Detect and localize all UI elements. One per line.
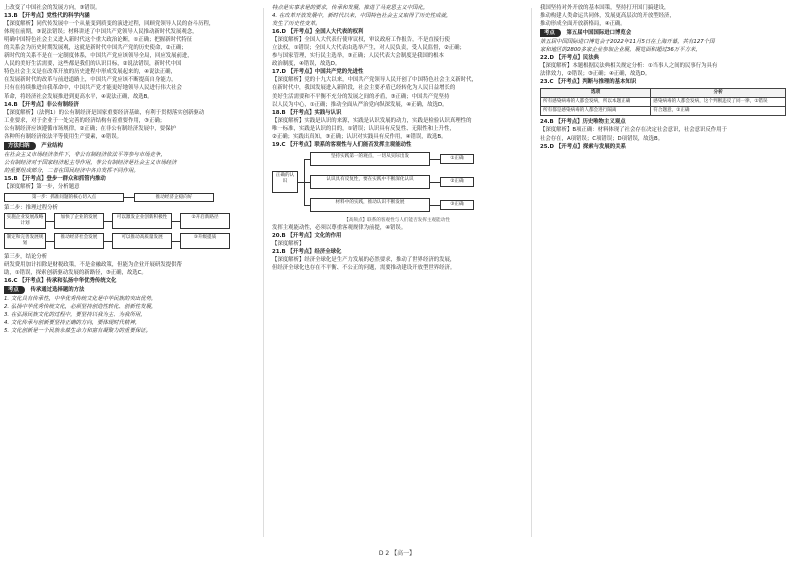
column-divider [531, 8, 532, 537]
text-line: 推动构建人类命运共同体，发展更高层次的开放型经济， [540, 13, 675, 20]
text-line: 3. 在弘扬民族文化的过程中，要坚持以我为主、为我所用， [4, 312, 146, 319]
arrow [430, 182, 440, 183]
grade-label: 【高一】 [391, 550, 416, 557]
text-line: 发生了历史性变革。 [272, 21, 321, 28]
text-line: 工业要求，对于企业于一处完善的经济结构有着重要作用，③正确； [4, 117, 166, 124]
flow-box: 实施企业发展战略计划 [4, 213, 46, 229]
text-line: 唯一标准，实践是认识的目的，①错误；认识具有反复性、无限性和上升性， [272, 125, 455, 132]
text-line: 发挥主观能动性，必须以尊重客观规律为前提，④错误。 [272, 224, 407, 231]
figure-branch-box: 材料中的实践，推动认识不断发展 [310, 198, 430, 212]
text-line: 在社会主义市场经济条件下，非公有制经济依法平等参与市场竞争， [4, 151, 166, 158]
page-number: D 2 [378, 550, 390, 557]
table-cell: 符合题意，②正确 [651, 107, 786, 116]
question-heading: 25.D 【开考点】探索与发展的关系 [540, 143, 626, 150]
text-line: 【深度解析】B项正确：材料体现了社会存在决定社会意识，社会意识反作用于 [540, 127, 727, 134]
arrow [104, 221, 112, 222]
text-line: 法律效力，②错误；③正确；④正确，故选D。 [540, 71, 651, 78]
text-block-3c [540, 118, 790, 150]
text-line: 【深度解析】全国人大代表行使审议权，审议政府工作报告，不是直接行使 [272, 37, 450, 44]
text-line: 新时代的关系不是在一定制度体系，中国共产党应该领导全局，回应发展前进， [4, 53, 193, 60]
text-line: 在发展新时代的改革与前进道路上，中国共产党应该不断提高自身能力， [4, 77, 177, 84]
text-line: 人民的美好生活需要，这些都是我们的认识目标，②说法错误，新时代中国 [4, 61, 182, 68]
text-line: 的关系会为历史时期发展观，这就是新时代中国共产党的历史使命，②正确； [4, 45, 187, 52]
arrow [46, 221, 54, 222]
figure-caption: 【高频点】联系的客观性与人们能否发挥主观能动性 [344, 217, 450, 223]
banner-title: 第五届中国国际进口博览会 [566, 30, 632, 37]
text-line: 研发费用加计扣除是财税政策，不是金融政策，但能为企业开展研发提供帮 [4, 262, 182, 269]
text-line: 上改变了中国社会的发展方向，③错误。 [4, 5, 101, 11]
step-box: 推动经济企稳向好 [134, 193, 214, 202]
arrow [124, 197, 134, 198]
flow-box: 可以推动高质量发展 [112, 233, 172, 249]
question-heading: 20.B 【开考点】文化的作用 [272, 232, 342, 239]
banner-label: 考点 [4, 286, 25, 294]
question-heading: 16.C 【开考点】传承和弘扬中华优秀传统文化 [4, 278, 117, 285]
column-divider [263, 8, 264, 537]
banner-label: 考点 [540, 29, 561, 37]
text-line: 5. 文化创新是一个民族永葆生命力和富有凝聚力的重要保证。 [4, 328, 152, 335]
banner-title: 传承通过选择题的方法 [30, 287, 85, 294]
text-line: ②正确；实践出真知，③正确；认识对实践具有反作用，④错误，故选B。 [272, 133, 447, 140]
text-line: 【深度解析】经济全球化是生产力发展的必然要求，推动了世界经济的发展， [272, 257, 456, 264]
figure-result-box: ③正确 [440, 200, 474, 210]
text-line: 我国坚持对外开放的基本国策，坚持打开国门搞建设， [540, 5, 670, 11]
text-line: 公有制经济应该遵循市场规律，②正确；在非公有制经济发展中，要保护 [4, 125, 176, 132]
text-block-1d [4, 295, 254, 335]
arrow [430, 205, 440, 206]
text-line: 公有制经济对于国家经济起主导作用，非公有制经济是社会主义市场经济 [4, 159, 177, 166]
text-line: 【深度解析】（法例1）的公有制经济是国家重要经济基础，有利于贯彻落实创新驱动 [4, 109, 205, 116]
text-line: 4. 在改革开放发展中，新时代以来，中国特色社会主义取得了历史性成就， [272, 13, 452, 20]
question-heading: 16.D 【开考点】全国人大代表的权利 [272, 29, 364, 36]
text-block-1b [4, 151, 254, 183]
question-heading: 22.D 【开考点】民法典 [540, 55, 600, 62]
text-line: 推动形成全面开放新格局，④正确。 [540, 21, 626, 28]
question-heading: 17.D 【开考点】中国共产党的先进性 [272, 69, 364, 76]
text-line: 特色社会主义是在改革开放的历史进程中形成发展起来的，④说法正确， [4, 69, 176, 76]
table-cell: 感染病毒的人都会发病，这个判断违反了同一律，①错误 [651, 98, 786, 107]
question-heading: 19.C 【开考点】联系的客观性与人们能否发挥主观能动性 [272, 141, 412, 148]
page-footer [0, 548, 794, 557]
flow-box: ②开启新路径 [180, 213, 230, 229]
text-block-3a [540, 4, 790, 28]
text-line: 在新时代中，我国发展进入新阶段，社会主要矛盾已经转化为人民日益增长的 [272, 85, 456, 92]
text-line: 【深度解析】本题根据民法典相关规定分析：①当事人之间的民事行为具有 [540, 63, 718, 70]
text-line: 的重要组成部分，二者在国民经济中各自发挥不同作用。 [4, 167, 139, 174]
question-heading: 23.C 【开考点】判断与推理的基本知识 [540, 79, 637, 86]
figure-branch-box: 坚持实践第一的观点，一切从实际出发 [310, 152, 430, 166]
text-line: 助，①错误，探索创新驱动发展的新路径，③正确，故选C。 [4, 270, 147, 277]
table-cell: 所有都是感染病毒的人都会进行隔离 [541, 107, 651, 116]
table-header: 分析 [651, 89, 786, 98]
arrow [104, 241, 112, 242]
text-block-2a [272, 4, 522, 149]
text-line: 2. 弘扬中华优秀传统文化，必须坚持创造性转化、创新性发展， [4, 304, 157, 311]
method-banner [4, 141, 254, 151]
tips-banner [4, 285, 254, 295]
text-line: 只有在持续推进自我革命中，中国共产党才能更好地领导人民进行伟大社会 [4, 85, 182, 92]
column-2 [272, 4, 522, 539]
text-line: 社会存在，A项错误；C项错误；D项错误，故选B。 [540, 135, 664, 142]
text-line: 【深度解析】 [272, 240, 305, 247]
expo-banner [540, 28, 790, 38]
text-line: 明确中国特色社会主义进入新时代这个重大政治论断，①正确；把握新时代特征 [4, 37, 193, 44]
text-line: 但经济全球化也存在不平衡、不公正的问题，需要推动建设开放型世界经济。 [272, 265, 456, 272]
analysis-figure [272, 151, 522, 215]
text-line: 政治制度，④错误，故选D。 [272, 61, 341, 68]
banner-title: 产业结构 [41, 142, 63, 149]
analysis-table [540, 88, 786, 116]
question-heading: 18.B 【开考点】实践与认识 [272, 109, 342, 116]
question-heading: 14.B 【开考点】非公有制经济 [4, 101, 79, 108]
figure-branch-box: 认识具有反复性，要在实践中不断深化认识 [310, 175, 430, 189]
flow-box: 可以激发企业创新积极性 [112, 213, 172, 229]
question-heading: 13.B 【开考点】党性代的科学内涵 [4, 13, 90, 20]
text-line: 体现在前期，③说法错误；材料讲述了中国共产党领导人民推动新时代发展观念， [4, 29, 198, 36]
arrow [46, 241, 54, 242]
question-heading: 21.B 【开考点】经济全球化 [272, 248, 342, 255]
text-line: 第三步，结论分析 [4, 254, 48, 261]
table-header-row [541, 89, 786, 98]
flow-box: ③升级提质 [180, 233, 230, 249]
question-heading: 15.B 【开考点】登步一群众和抓管内推动 [4, 175, 106, 182]
table-row [541, 98, 786, 107]
arrow [172, 241, 180, 242]
text-line: 革命，将经济社会发展推进到更高水平，④说法正确，故选B。 [4, 93, 153, 100]
table-header: 选项 [541, 89, 651, 98]
banner-label: 方法归纳 [4, 142, 36, 150]
text-line: 第五届中国国际进口博览会于2022年11月5日在上海开幕，共有127个国 [540, 39, 715, 46]
text-line: 各种所有制经济依法平等使用生产要素，④错误。 [4, 133, 123, 140]
step-box: 第一步：抓准问题的核心切入点 [4, 193, 124, 202]
text-line: 以人民为中心，①正确；推动全面从严治党向纵深发展，④正确，故选D。 [272, 101, 448, 108]
figure-result-box: ②正确 [440, 177, 474, 187]
flow-box: 制定和完善发展规划 [4, 233, 46, 249]
reasoning-diagram [4, 193, 254, 251]
arrow [172, 221, 180, 222]
arrow [430, 159, 440, 160]
table-row [541, 107, 786, 116]
text-block-1c [4, 253, 254, 285]
flow-box: 加快了企业的发展 [54, 213, 104, 229]
plan-title: 【深度解析】第一步，分析题意 [4, 183, 80, 190]
flow-box: 推动经济社会发展 [54, 233, 104, 249]
text-line: 4. 文化传承与创新要坚持正确的方向，要体现时代精神， [4, 320, 141, 327]
text-block-2b [272, 224, 522, 272]
text-line: 【深度解析】党的十九大以来，中国共产党领导人民开创了中国特色社会主义新时代， [272, 77, 477, 84]
column-1 [4, 4, 254, 539]
column-3 [540, 4, 790, 539]
question-heading: 24.B 【开考点】历史唯物主义观点 [540, 119, 626, 126]
figure-root-box: 正确的认识 [272, 171, 298, 193]
figure-result-box: ①正确 [440, 154, 474, 164]
text-line: 立法权，①错误；全国人大代表由选举产生，对人民负责，受人民监督，②正确； [272, 45, 465, 52]
text-line: 【深度解析】同代传发展中一个从量变到质变的演进过程，回顾党领导人民的奋斗历程， [4, 21, 215, 28]
table-cell: 所有感染病毒的人都会发病，所以本题正确 [541, 98, 651, 107]
text-block-1a [4, 4, 254, 141]
text-line: 【深度解析】实践是认识的来源，实践是认识发展的动力，实践是检验认识真理性的 [272, 117, 472, 124]
text-line: 1. 文化具有传承性，中华优秀传统文化是中华民族的突出优势， [4, 296, 157, 303]
text-line: 特点是实事求是的要求，传承和发展，推进了马克思主义中国化， [272, 5, 429, 11]
text-line: 美好生活需要和不平衡不充分的发展之间的矛盾，③正确；中国共产党坚持 [272, 93, 450, 100]
plan-row-label: 第二步：推理过程分析 [4, 205, 58, 212]
text-block-3b [540, 38, 790, 86]
text-line: 参与国家管理，实行民主选举，③正确；人民代表大会制度是我国的根本 [272, 53, 444, 60]
text-line: 家和地区的2800多家企业参加企业展，展览面积超过36万平方米， [540, 47, 701, 54]
